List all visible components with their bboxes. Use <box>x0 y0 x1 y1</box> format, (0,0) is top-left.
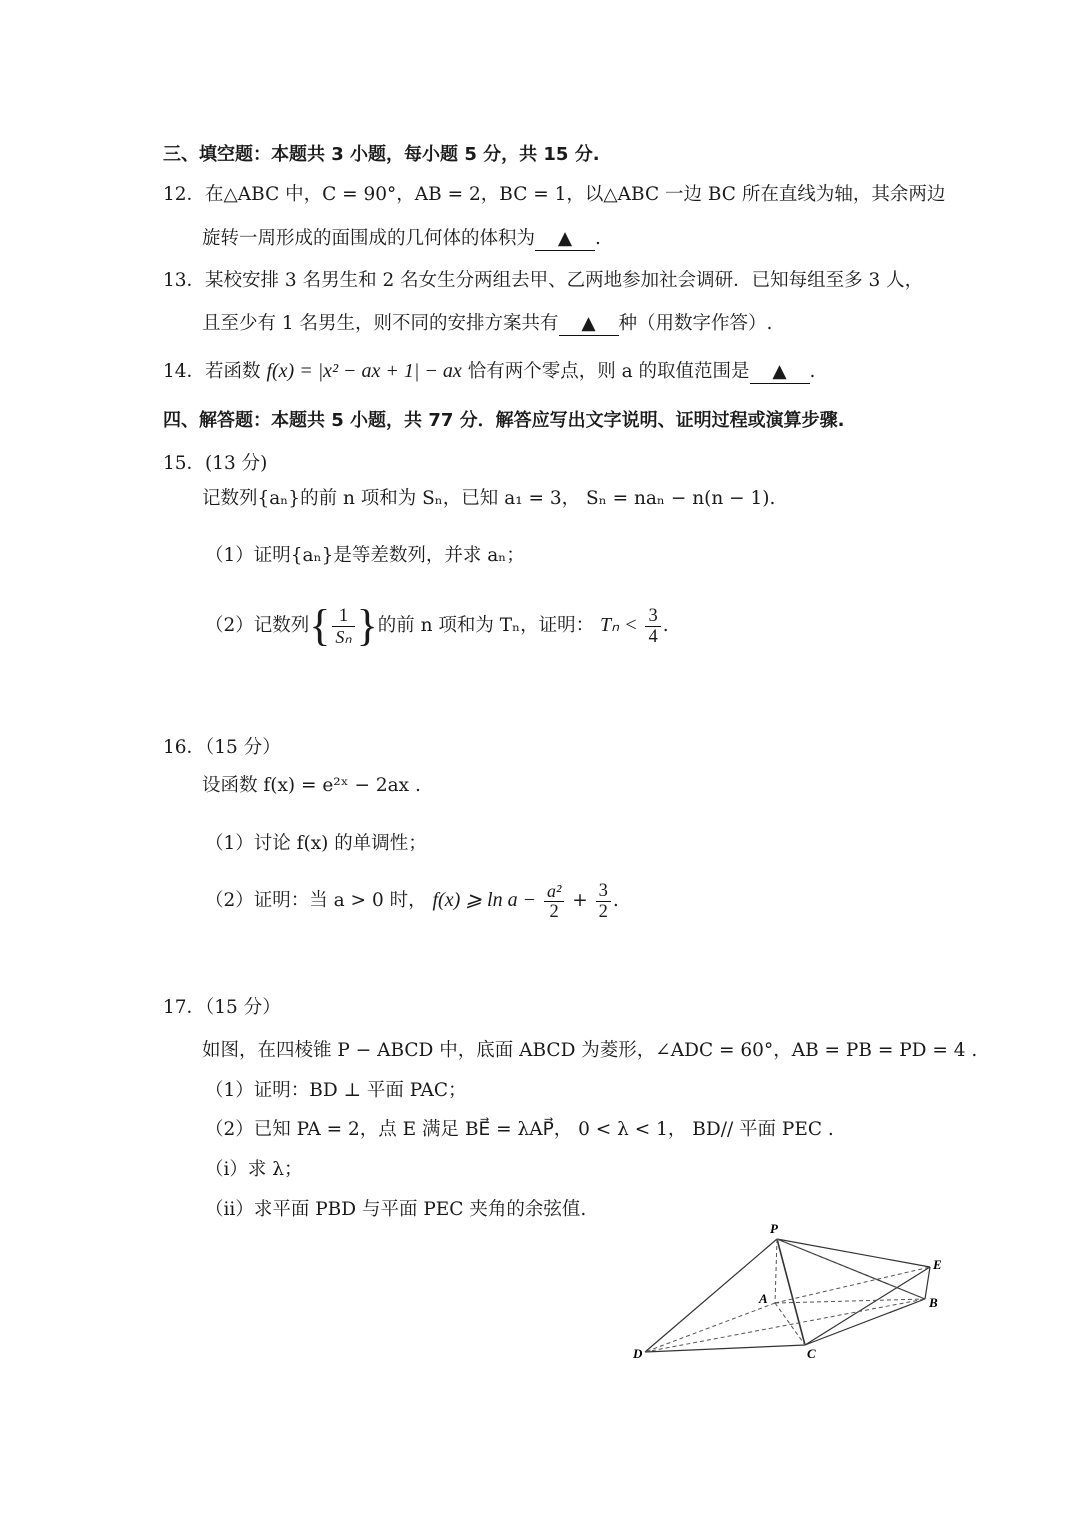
frac-den: Sₙ <box>335 626 352 647</box>
label-P: P <box>770 1221 778 1236</box>
q14-line <box>163 358 815 385</box>
q16-p2-pre: （2）证明：当 a > 0 时， <box>205 890 427 911</box>
pyramid-figure <box>620 1215 960 1375</box>
q12-text: 旋转一周形成的面围成的几何体的体积为 <box>202 228 536 249</box>
edge-PC <box>777 1239 805 1345</box>
edge-DC <box>645 1345 805 1352</box>
q16-header: 16．（15 分） <box>163 737 281 758</box>
q15-part1: （1）证明{aₙ}是等差数列，并求 aₙ； <box>205 545 525 566</box>
label-C: C <box>807 1346 816 1361</box>
q16-p2-lhs: f(x) ⩾ ln a − <box>432 889 537 911</box>
q17-stem: 如图，在四棱锥 P − ABCD 中，底面 ABCD 为菱形，∠ADC = 60°，AB = PB = PD = 4 . <box>202 1040 978 1061</box>
edge-CB <box>805 1299 925 1345</box>
edge-AB <box>775 1299 925 1303</box>
answer-blank: ▲ <box>750 361 810 384</box>
edge-DB <box>645 1299 925 1352</box>
q16-p2-end: . <box>612 890 619 911</box>
fraction-3-over-4 <box>645 606 660 647</box>
label-A: A <box>759 1291 768 1306</box>
q12-line2 <box>202 226 601 252</box>
q14-formula: f(x) = |x² − ax + 1| − ax <box>266 360 462 382</box>
q15-stem: 记数列{aₙ}的前 n 项和为 Sₙ，已知 a₁ = 3， Sₙ = naₙ − n(n − 1). <box>202 488 776 509</box>
q14-prefix: 14．若函数 <box>163 361 261 382</box>
q13-line2 <box>202 311 772 337</box>
q14-mid: 恰有两个零点，则 a 的取值范围是 <box>467 361 750 382</box>
right-brace: } <box>356 601 378 650</box>
q17-part2-ii: （ii）求平面 PBD 与平面 PEC 夹角的余弦值. <box>205 1199 587 1220</box>
left-brace: { <box>309 601 331 650</box>
q15-part2 <box>205 597 669 654</box>
q12-end: . <box>595 228 601 249</box>
frac-num: 3 <box>645 606 660 627</box>
frac-num: a² <box>544 881 564 902</box>
q17-header: 17．（15 分） <box>163 997 281 1018</box>
edge-PD <box>645 1239 777 1352</box>
edge-PE-inner <box>777 1239 925 1299</box>
q15-p2-end: . <box>662 615 669 636</box>
q12-line1: 12．在△ABC 中，C = 90°，AB = 2，BC = 1，以△ABC 一边 BC 所在直线为轴，其余两边 <box>163 184 946 205</box>
q15-p2-mid: 的前 n 项和为 Tₙ，证明： <box>377 615 595 636</box>
edge-AE <box>775 1267 930 1303</box>
frac-den: 2 <box>598 901 608 922</box>
q13-line1: 13．某校安排 3 名男生和 2 名女生分两组去甲、乙两地参加社会调研．已知每组至多 3 人， <box>163 270 924 291</box>
q13-text: 且至少有 1 名男生，则不同的安排方案共有 <box>202 313 559 334</box>
section-4-title: 四、解答题：本题共 5 小题，共 77 分．解答应写出文字说明、证明过程或演算步骤. <box>163 410 845 431</box>
frac-den: 4 <box>648 626 658 647</box>
frac-num: 1 <box>332 606 354 627</box>
q15-p2-pre: （2）记数列 <box>205 615 310 636</box>
section-3-title: 三、填空题：本题共 3 小题，每小题 5 分，共 15 分. <box>163 144 600 165</box>
q15-header: 15．(13 分) <box>163 453 268 474</box>
edge-AD <box>645 1303 775 1352</box>
edge-AC <box>775 1303 805 1345</box>
q16-part1: （1）讨论 f(x) 的单调性； <box>205 833 427 854</box>
label-E: E <box>933 1257 942 1272</box>
fraction-1-over-sn <box>332 606 354 647</box>
answer-blank: ▲ <box>559 313 619 336</box>
q13-end: 种（用数字作答）. <box>618 313 773 334</box>
q16-stem: 设函数 f(x) = e²ˣ − 2ax . <box>202 775 421 796</box>
q14-end: . <box>809 361 816 382</box>
edge-PE <box>777 1239 930 1267</box>
q15-p2-lhs: Tₙ < <box>600 614 638 636</box>
fraction-a2-over-2 <box>544 881 564 922</box>
frac-num: 3 <box>596 881 611 902</box>
edge-EC <box>805 1267 930 1345</box>
q17-part2: （2）已知 PA = 2，点 E 满足 BE⃗ = λAP⃗， 0 < λ < 1， BD// 平面 PEC . <box>205 1119 834 1140</box>
q17-part1: （1）证明：BD ⊥ 平面 PAC； <box>205 1080 467 1101</box>
label-D: D <box>633 1346 643 1361</box>
frac-den: 2 <box>549 901 559 922</box>
fraction-3-over-2 <box>596 881 611 922</box>
label-B: B <box>929 1295 938 1310</box>
edge-PA <box>775 1239 777 1303</box>
plus-sign: + <box>572 890 588 911</box>
q17-part2-i: （i）求 λ； <box>205 1159 303 1180</box>
answer-blank: ▲ <box>535 228 595 251</box>
q16-part2 <box>205 875 619 926</box>
